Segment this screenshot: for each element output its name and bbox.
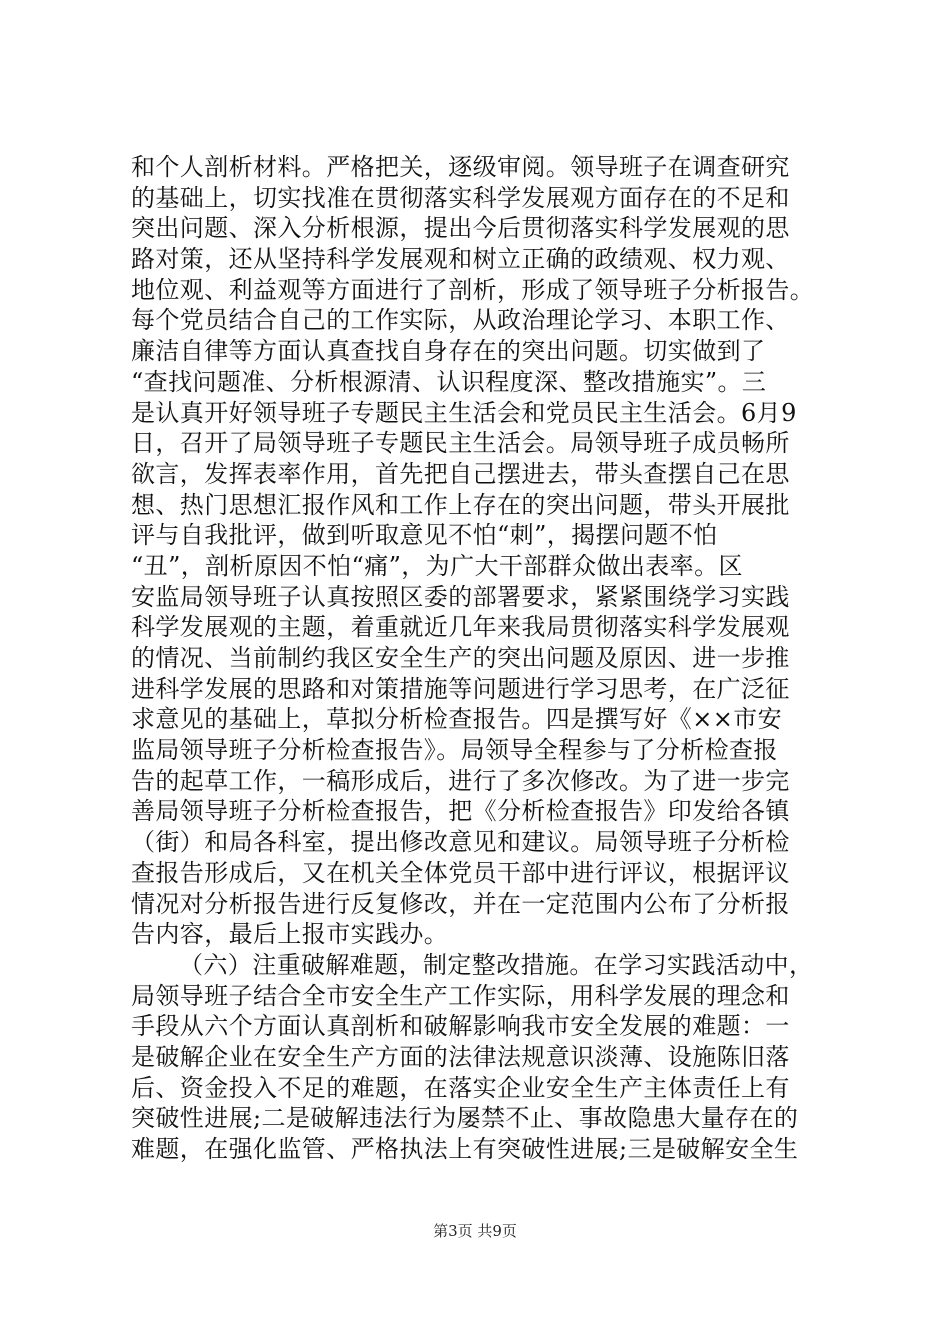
- text-line: 欲言，发挥表率作用，首先把自己摆进去，带头查摆自己在思: [131, 459, 790, 488]
- paragraph-start-line: （六）注重破解难题，制定整改措施。在学习实践活动中，: [179, 950, 814, 979]
- text-line: 查报告形成后，又在机关全体党员干部中进行评议，根据评议: [131, 858, 790, 887]
- text-line: 监局领导班子分析检查报告》。局领导全程参与了分析检查报: [131, 736, 778, 765]
- text-line: 廉洁自律等方面认真查找自身存在的突出问题。切实做到了: [131, 337, 766, 366]
- text-line: “查找问题准、分析根源清、认识程度深、整改措施实”。三: [131, 367, 767, 396]
- text-line: 的情况、当前制约我区安全生产的突出问题及原因、进一步推: [131, 644, 790, 672]
- text-line: 进科学发展的思路和对策措施等问题进行学习思考，在广泛征: [131, 674, 790, 703]
- text-line: 告内容，最后上报市实践办。: [131, 920, 449, 949]
- text-line: 的基础上，切实找准在贯彻落实科学发展观方面存在的不足和: [131, 183, 790, 212]
- text-line: 突破性进展;二是破解违法行为屡禁不止、事故隐患大量存在的: [131, 1104, 799, 1133]
- text-line: 评与自我批评，做到听取意见不怕“刺”，揭摆问题不怕: [131, 521, 718, 550]
- text-line: 手段从六个方面认真剖析和破解影响我市安全发展的难题：一: [131, 1012, 790, 1041]
- text-line: 情况对分析报告进行反复修改，并在一定范围内公布了分析报: [131, 889, 790, 918]
- text-line: 想、热门思想汇报作风和工作上存在的突出问题，带头开展批: [131, 490, 790, 519]
- text-line: 和个人剖析材料。严格把关，逐级审阅。领导班子在调查研究: [131, 153, 790, 181]
- text-line: 求意见的基础上，草拟分析检查报告。四是撰写好《××市安: [131, 705, 783, 734]
- text-line: 每个党员结合自己的工作实际，从政治理论学习、本职工作、: [131, 306, 790, 335]
- text-line: 局领导班子结合全市安全生产工作实际，用科学发展的理念和: [131, 981, 790, 1010]
- document-body: [131, 152, 851, 1165]
- text-line: 科学发展观的主题，着重就近几年来我局贯彻落实科学发展观: [131, 613, 790, 642]
- text-line: “丑”，剖析原因不怕“痛”，为广大干部群众做出表率。区: [131, 551, 743, 580]
- text-line: 难题，在强化监管、严格执法上有突破性进展;三是破解安全生: [131, 1135, 799, 1163]
- text-line: 后、资金投入不足的难题，在落实企业安全生产主体责任上有: [131, 1073, 790, 1102]
- text-line: 善局领导班子分析检查报告，把《分析检查报告》印发给各镇: [131, 797, 790, 826]
- text-line: 突出问题、深入分析根源，提出今后贯彻落实科学发展观的思: [131, 214, 790, 243]
- page-number-footer: 第3页 共9页: [433, 1222, 517, 1240]
- text-line: 日，召开了局领导班子专题民主生活会。局领导班子成员畅所: [131, 429, 790, 458]
- text-line: 是认真开好领导班子专题民主生活会和党员民主生活会。6月9: [131, 398, 797, 427]
- text-line: 地位观、利益观等方面进行了剖析，形成了领导班子分析报告。: [131, 275, 815, 304]
- text-line: （街）和局各科室，提出修改意见和建议。局领导班子分析检: [131, 828, 790, 857]
- text-line: 告的起草工作，一稿形成后，进行了多次修改。为了进一步完: [131, 766, 790, 795]
- text-line: 路对策，还从坚持科学发展观和树立正确的政绩观、权力观、: [131, 245, 790, 274]
- text-line: 是破解企业在安全生产方面的法律法规意识淡薄、设施陈旧落: [131, 1042, 790, 1071]
- text-line: 安监局领导班子认真按照区委的部署要求，紧紧围绕学习实践: [131, 582, 790, 611]
